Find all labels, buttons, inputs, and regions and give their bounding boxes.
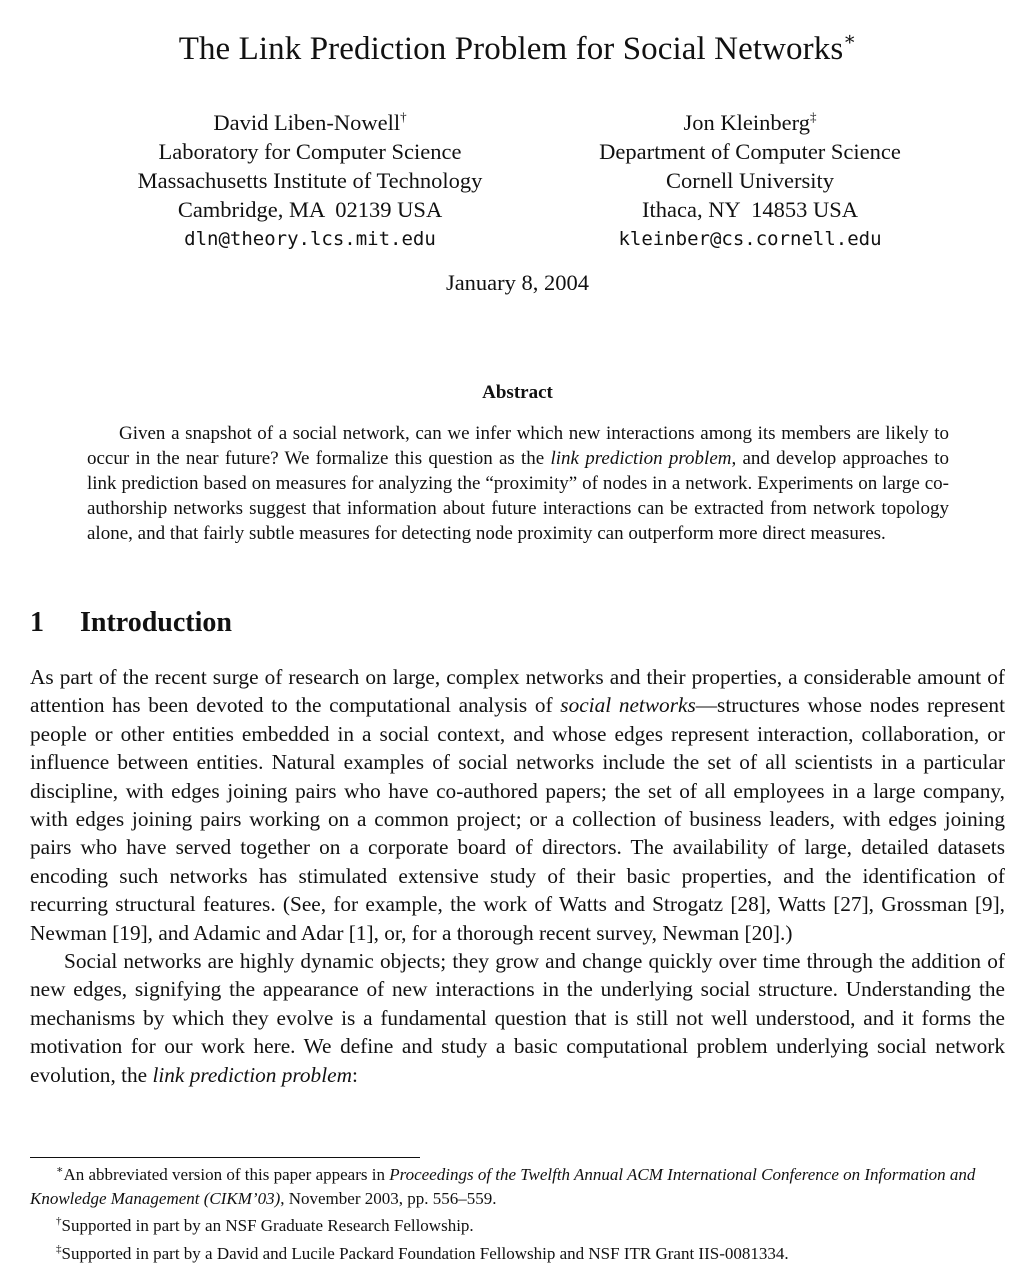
abstract-emphasis: link prediction problem	[550, 448, 732, 469]
author-address: Cambridge, MA 02139 USA	[177, 197, 443, 222]
author-name	[60, 102, 560, 137]
paragraph-text: —structures whose nodes represent people or other entities embedded in a social context, and whose edges represent interaction, collaboration, or influence between entities. Natural examples of social networks include the set of all scientists in a particular discipline, with edges joining pairs who have co-authored papers; the set of all employees in a large company, with edges joining pairs working on a common project; or a collection of business leaders, with edges joining pairs who have served together on a corporate board of directors. The availability of large, detailed datasets encoding such networks has stimulated extensive study of their basic properties, and the identification of recurring structural features. (See, for example, the work of Watts and Strogatz [28], Watts [27], Grossman [9], Newman [19], and Adamic and Adar [1], or, for a thorough recent survey, Newman [20].)	[30, 693, 1005, 945]
author-block-1	[60, 102, 560, 255]
section-number: 1	[30, 607, 44, 638]
paper-date: January 8, 2004	[445, 270, 590, 295]
paragraph-text: :	[351, 1062, 358, 1087]
author-block-2	[500, 102, 1000, 255]
footnotes	[30, 1159, 1005, 1265]
author-address: Ithaca, NY 14853 USA	[641, 197, 858, 222]
paragraph-text: Social networks are highly dynamic objects; they grow and change quickly over time through the addition of new edges, signifying the appearance of new interactions in the underlying social structure. Understanding the mechanisms by which they evolve is a fundamental question that is still not well understood, and it forms the motivation for our work here. We define and study a basic computational problem underlying social network evolution, the	[30, 949, 1005, 1087]
footnote-text: Supported in part by a David and Lucile Packard Foundation Fellowship and NSF ITR Grant IIS-0081334.	[61, 1243, 789, 1263]
author-email: kleinber@cs.cornell.edu	[618, 228, 882, 250]
author-affiliation: Department of Computer Science	[599, 139, 901, 164]
author-name	[500, 102, 1000, 137]
author-institution: Cornell University	[665, 168, 835, 193]
section-title: Introduction	[80, 607, 232, 638]
footnote	[30, 1210, 1005, 1238]
footnote-mark: ‡	[56, 1242, 62, 1255]
abstract-heading: Abstract	[482, 382, 553, 403]
footnote-emphasis: Proceedings of the Twelfth Annual ACM International Conference on Information and Knowledge Management (CIKM’03)	[30, 1165, 976, 1208]
footnote-text: Supported in part by an NSF Graduate Research Fellowship.	[61, 1216, 474, 1235]
author-name-text: Jon Kleinberg	[683, 110, 810, 135]
section-heading	[30, 607, 232, 639]
author-affiliation: Laboratory for Computer Science	[158, 139, 462, 164]
paragraph	[30, 663, 1005, 947]
author-email: dln@theory.lcs.mit.edu	[184, 228, 436, 250]
footnote	[30, 1159, 1005, 1210]
author-footnote-mark: †	[400, 109, 407, 124]
author-footnote-mark: ‡	[809, 109, 817, 124]
footnote	[30, 1238, 1005, 1266]
footnote-text: , November 2003, pp. 556–559.	[280, 1188, 497, 1208]
intro-body	[30, 663, 1005, 1089]
footnote-mark: †	[56, 1215, 62, 1227]
footnote-text: An abbreviated version of this paper appears in	[63, 1165, 390, 1184]
abstract-body	[87, 421, 949, 546]
footnote-rule	[30, 1157, 420, 1158]
paragraph-text: As part of the recent surge of research on large, complex networks and their properties, a considerable amount of attention has been devoted to the computational analysis of	[30, 665, 1005, 718]
footnote-mark: ∗	[56, 1164, 64, 1176]
paragraph-emphasis: link prediction problem	[152, 1062, 352, 1087]
paper-title	[0, 28, 1035, 68]
title-footnote-mark: ∗	[843, 29, 857, 50]
author-institution: Massachusetts Institute of Technology	[137, 168, 483, 193]
paper-title-text: The Link Prediction Problem for Social Networks	[178, 31, 844, 67]
abstract-text: , and develop approaches to link prediction based on measures for analyzing the “proximity” of nodes in a network. Experiments on large co-authorship networks suggest that information about future interactions can be extracted from network topology alone, and that fairly subtle measures for detecting node proximity can outperform more direct measures.	[87, 448, 949, 544]
abstract-text: Given a snapshot of a social network, can we infer which new interactions among its members are likely to occur in the near future? We formalize this question as the	[87, 423, 949, 469]
author-name-text: David Liben-Nowell	[213, 110, 401, 135]
paragraph-emphasis: social networks	[560, 693, 696, 718]
paragraph	[30, 947, 1005, 1089]
